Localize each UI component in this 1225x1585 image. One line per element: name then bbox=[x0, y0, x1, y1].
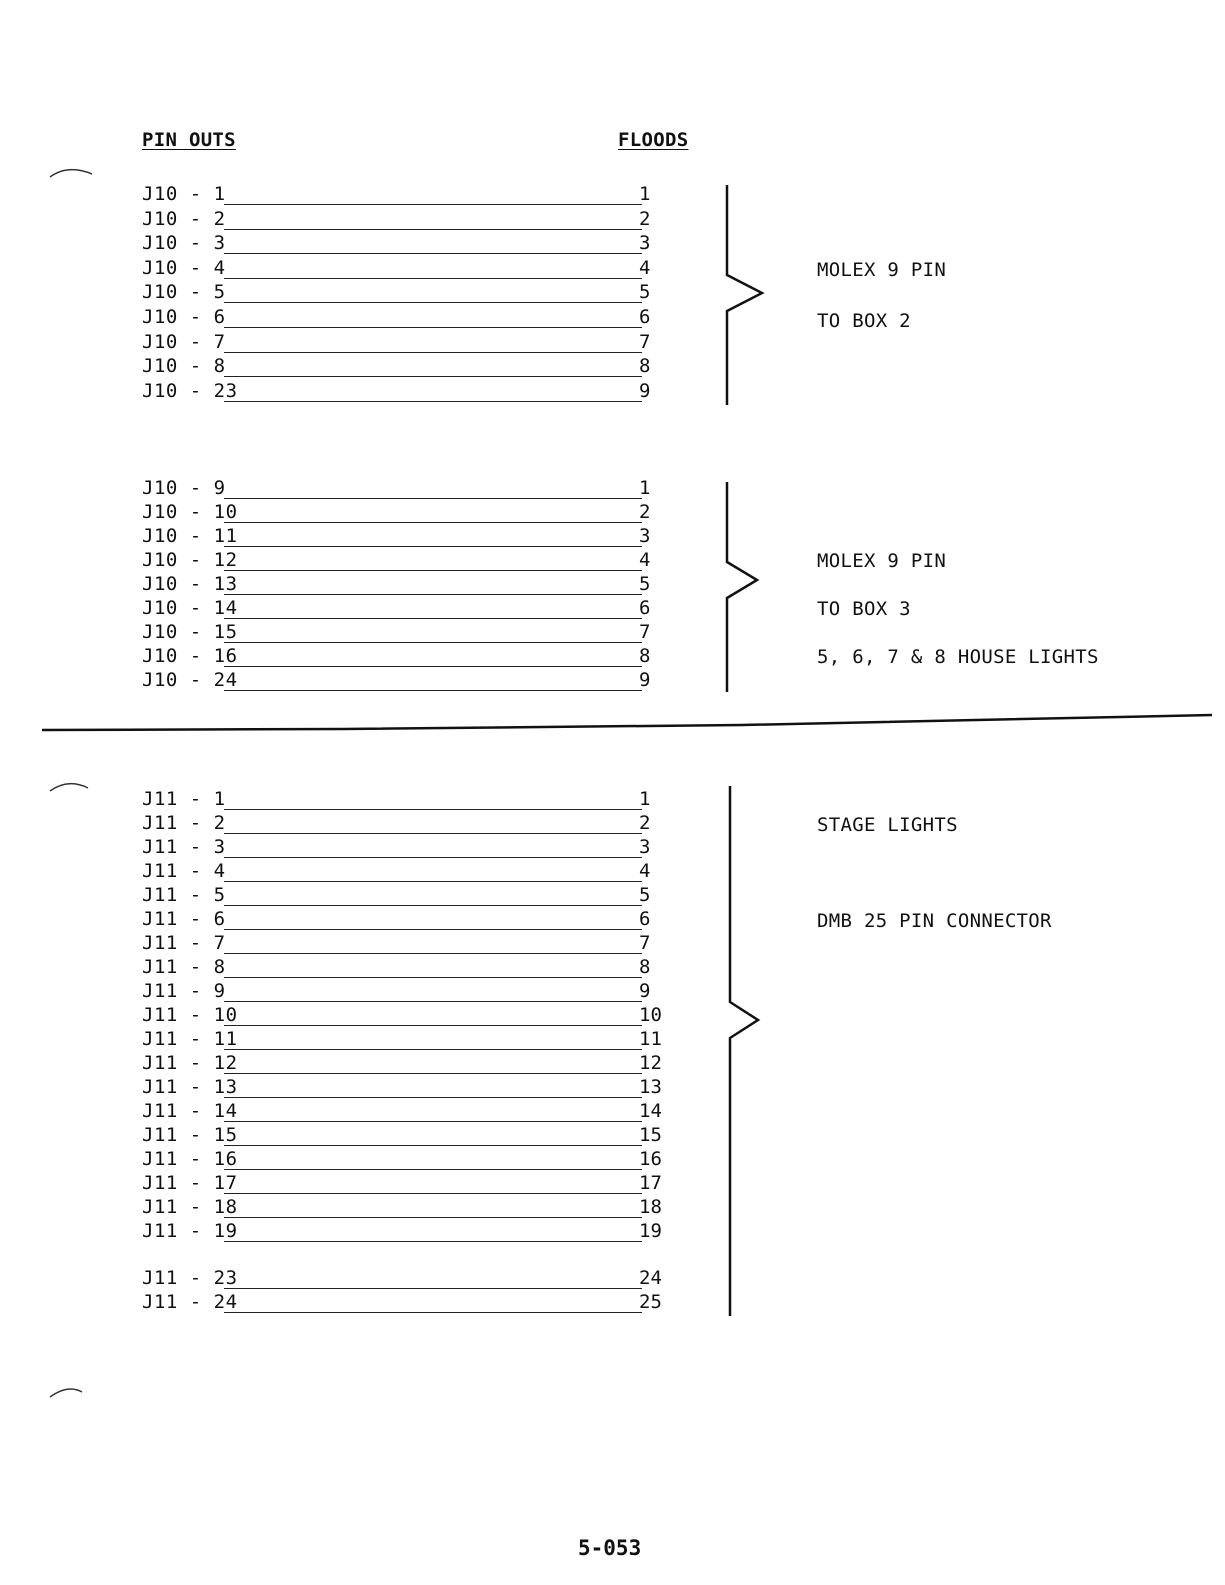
pin-row bbox=[142, 307, 672, 331]
pin-row bbox=[142, 1053, 672, 1077]
pin-row bbox=[142, 1101, 672, 1125]
wire-line bbox=[224, 302, 642, 303]
wire-line bbox=[224, 1073, 642, 1074]
wire-line bbox=[224, 618, 642, 619]
pin-row bbox=[142, 184, 672, 208]
pin-label: J11 - 13 bbox=[142, 1076, 238, 1098]
pin-label: J11 - 17 bbox=[142, 1172, 238, 1194]
flood-number: 16 bbox=[639, 1148, 662, 1170]
pin-label: J11 - 6 bbox=[142, 908, 226, 930]
pin-row bbox=[142, 837, 672, 861]
pin-row bbox=[142, 622, 672, 646]
pin-row bbox=[142, 1268, 672, 1292]
flood-number: 4 bbox=[639, 549, 651, 571]
punch-mark-icon bbox=[48, 162, 98, 182]
pin-label: J11 - 5 bbox=[142, 884, 226, 906]
flood-number: 14 bbox=[639, 1100, 662, 1122]
pin-row bbox=[142, 1292, 672, 1316]
flood-number: 12 bbox=[639, 1052, 662, 1074]
wire-line bbox=[224, 905, 642, 906]
pin-label: J10 - 9 bbox=[142, 477, 226, 499]
wire-line bbox=[224, 1001, 642, 1002]
pin-label: J10 - 12 bbox=[142, 549, 238, 571]
wire-line bbox=[224, 809, 642, 810]
flood-number: 1 bbox=[639, 788, 651, 810]
pin-label: J11 - 18 bbox=[142, 1196, 238, 1218]
wire-line bbox=[224, 546, 642, 547]
page-number: 5-053 bbox=[578, 1536, 642, 1560]
pin-row bbox=[142, 981, 672, 1005]
flood-number: 8 bbox=[639, 355, 651, 378]
wire-line bbox=[224, 1169, 642, 1170]
wire-line bbox=[224, 1288, 642, 1289]
note-to-box-2: TO BOX 2 bbox=[817, 310, 911, 332]
wire-line bbox=[224, 570, 642, 571]
pin-label: J11 - 19 bbox=[142, 1220, 238, 1242]
wire-line bbox=[224, 498, 642, 499]
flood-number: 17 bbox=[639, 1172, 662, 1194]
flood-number: 24 bbox=[639, 1267, 662, 1289]
pin-row bbox=[142, 550, 672, 574]
flood-number: 2 bbox=[639, 812, 651, 834]
pin-label: J10 - 13 bbox=[142, 573, 238, 595]
pin-label: J10 - 14 bbox=[142, 597, 238, 619]
pin-row bbox=[142, 356, 672, 380]
pin-label: J10 - 8 bbox=[142, 355, 226, 378]
flood-number: 3 bbox=[639, 525, 651, 547]
wire-line bbox=[224, 1145, 642, 1146]
flood-number: 3 bbox=[639, 232, 651, 255]
flood-number: 6 bbox=[639, 597, 651, 619]
pin-label: J11 - 9 bbox=[142, 980, 226, 1002]
pin-label: J11 - 24 bbox=[142, 1291, 238, 1313]
pin-row bbox=[142, 1029, 672, 1053]
pin-row bbox=[142, 526, 672, 550]
pin-label: J10 - 24 bbox=[142, 669, 238, 691]
pin-row bbox=[142, 789, 672, 813]
flood-number: 1 bbox=[639, 477, 651, 499]
pin-row bbox=[142, 1005, 672, 1029]
pin-label: J11 - 1 bbox=[142, 788, 226, 810]
flood-number: 5 bbox=[639, 573, 651, 595]
flood-number: 1 bbox=[639, 183, 651, 205]
flood-number: 10 bbox=[639, 1004, 662, 1026]
pin-label: J11 - 15 bbox=[142, 1124, 238, 1146]
wire-line bbox=[224, 953, 642, 954]
wire-line bbox=[224, 1217, 642, 1218]
pin-label: J11 - 4 bbox=[142, 860, 226, 882]
wire-line bbox=[224, 1049, 642, 1050]
pin-row bbox=[142, 1173, 672, 1197]
pin-label: J10 - 4 bbox=[142, 256, 226, 279]
note-house-lights: 5, 6, 7 & 8 HOUSE LIGHTS bbox=[817, 646, 1099, 668]
brace-icon bbox=[720, 480, 770, 695]
flood-number: 7 bbox=[639, 932, 651, 954]
pin-label: J11 - 8 bbox=[142, 956, 226, 978]
pin-row bbox=[142, 1149, 672, 1173]
pin-row bbox=[142, 1197, 672, 1221]
pin-row bbox=[142, 209, 672, 233]
pin-row bbox=[142, 381, 672, 405]
flood-number: 2 bbox=[639, 501, 651, 523]
pin-label: J11 - 16 bbox=[142, 1148, 238, 1170]
wire-line bbox=[224, 253, 642, 254]
flood-number: 2 bbox=[639, 207, 651, 230]
pin-label: J10 - 5 bbox=[142, 281, 226, 304]
wire-line bbox=[224, 522, 642, 523]
pin-label: J10 - 10 bbox=[142, 501, 238, 523]
flood-number: 11 bbox=[639, 1028, 662, 1050]
pin-row bbox=[142, 258, 672, 282]
pin-row bbox=[142, 233, 672, 257]
brace-icon bbox=[720, 784, 770, 1319]
pin-label: J10 - 6 bbox=[142, 306, 226, 328]
pin-row bbox=[142, 1077, 672, 1101]
pin-row bbox=[142, 885, 672, 909]
flood-number: 4 bbox=[639, 860, 651, 882]
wire-line bbox=[224, 204, 642, 205]
floods-header: FLOODS bbox=[618, 129, 689, 151]
pin-label: J10 - 16 bbox=[142, 645, 238, 667]
note-to-box-3: TO BOX 3 bbox=[817, 598, 911, 620]
wire-line bbox=[224, 1121, 642, 1122]
brace-icon bbox=[720, 183, 770, 408]
pin-label: J11 - 3 bbox=[142, 836, 226, 858]
wire-line bbox=[224, 857, 642, 858]
pin-row bbox=[142, 502, 672, 526]
note-stage-lights: STAGE LIGHTS bbox=[817, 814, 958, 836]
pin-label: J10 - 23 bbox=[142, 379, 238, 402]
pin-row bbox=[142, 861, 672, 885]
pin-label: J10 - 11 bbox=[142, 525, 238, 547]
flood-number: 15 bbox=[639, 1124, 662, 1146]
pin-row bbox=[142, 909, 672, 933]
pin-label: J11 - 14 bbox=[142, 1100, 238, 1122]
pin-label: J10 - 7 bbox=[142, 330, 226, 353]
pin-label: J11 - 7 bbox=[142, 932, 226, 954]
wire-line bbox=[224, 833, 642, 834]
pin-row bbox=[142, 574, 672, 598]
pin-label: J11 - 2 bbox=[142, 812, 226, 834]
pin-label: J11 - 23 bbox=[142, 1267, 238, 1289]
pin-label: J10 - 3 bbox=[142, 232, 226, 255]
flood-number: 5 bbox=[639, 884, 651, 906]
pin-row bbox=[142, 1125, 672, 1149]
pin-row bbox=[142, 957, 672, 981]
punch-mark-icon bbox=[48, 776, 98, 796]
wire-line bbox=[224, 929, 642, 930]
note-molex-9-pin: MOLEX 9 PIN bbox=[817, 259, 947, 281]
wire-line bbox=[224, 1312, 642, 1313]
wire-line bbox=[224, 229, 642, 230]
wire-line bbox=[224, 327, 642, 328]
pin-label: J10 - 1 bbox=[142, 183, 226, 205]
wire-line bbox=[224, 1241, 642, 1242]
wire-line bbox=[224, 1097, 642, 1098]
note-molex-9-pin: MOLEX 9 PIN bbox=[817, 550, 947, 572]
pin-row bbox=[142, 598, 672, 622]
flood-number: 3 bbox=[639, 836, 651, 858]
note-dmb-25-pin-connector: DMB 25 PIN CONNECTOR bbox=[817, 910, 1052, 932]
flood-number: 7 bbox=[639, 621, 651, 643]
flood-number: 25 bbox=[639, 1291, 662, 1313]
pin-label: J10 - 15 bbox=[142, 621, 238, 643]
flood-number: 4 bbox=[639, 256, 651, 279]
flood-number: 9 bbox=[639, 669, 651, 691]
flood-number: 8 bbox=[639, 956, 651, 978]
pin-label: J10 - 2 bbox=[142, 207, 226, 230]
wire-line bbox=[224, 352, 642, 353]
pin-row bbox=[142, 332, 672, 356]
flood-number: 6 bbox=[639, 908, 651, 930]
wire-line bbox=[224, 642, 642, 643]
section-divider bbox=[42, 713, 1212, 733]
pin-row bbox=[142, 282, 672, 306]
pin-row bbox=[142, 478, 672, 502]
pin-row bbox=[142, 933, 672, 957]
flood-number: 8 bbox=[639, 645, 651, 667]
pin-label: J11 - 10 bbox=[142, 1004, 238, 1026]
pin-row bbox=[142, 670, 672, 694]
wire-line bbox=[224, 666, 642, 667]
flood-number: 19 bbox=[639, 1220, 662, 1242]
wire-line bbox=[224, 594, 642, 595]
pin-row bbox=[142, 646, 672, 670]
flood-number: 9 bbox=[639, 980, 651, 1002]
wire-line bbox=[224, 881, 642, 882]
wire-line bbox=[224, 1193, 642, 1194]
wire-line bbox=[224, 977, 642, 978]
flood-number: 18 bbox=[639, 1196, 662, 1218]
wire-line bbox=[224, 690, 642, 691]
flood-number: 6 bbox=[639, 306, 651, 328]
wire-line bbox=[224, 401, 642, 402]
wire-line bbox=[224, 278, 642, 279]
pin-outs-header: PIN OUTS bbox=[142, 129, 236, 151]
pin-row bbox=[142, 813, 672, 837]
wire-line bbox=[224, 376, 642, 377]
pin-row bbox=[142, 1221, 672, 1245]
flood-number: 7 bbox=[639, 330, 651, 353]
flood-number: 13 bbox=[639, 1076, 662, 1098]
punch-mark-icon bbox=[48, 1382, 98, 1402]
pin-label: J11 - 11 bbox=[142, 1028, 238, 1050]
pin-label: J11 - 12 bbox=[142, 1052, 238, 1074]
wire-line bbox=[224, 1025, 642, 1026]
flood-number: 5 bbox=[639, 281, 651, 304]
flood-number: 9 bbox=[639, 379, 651, 402]
